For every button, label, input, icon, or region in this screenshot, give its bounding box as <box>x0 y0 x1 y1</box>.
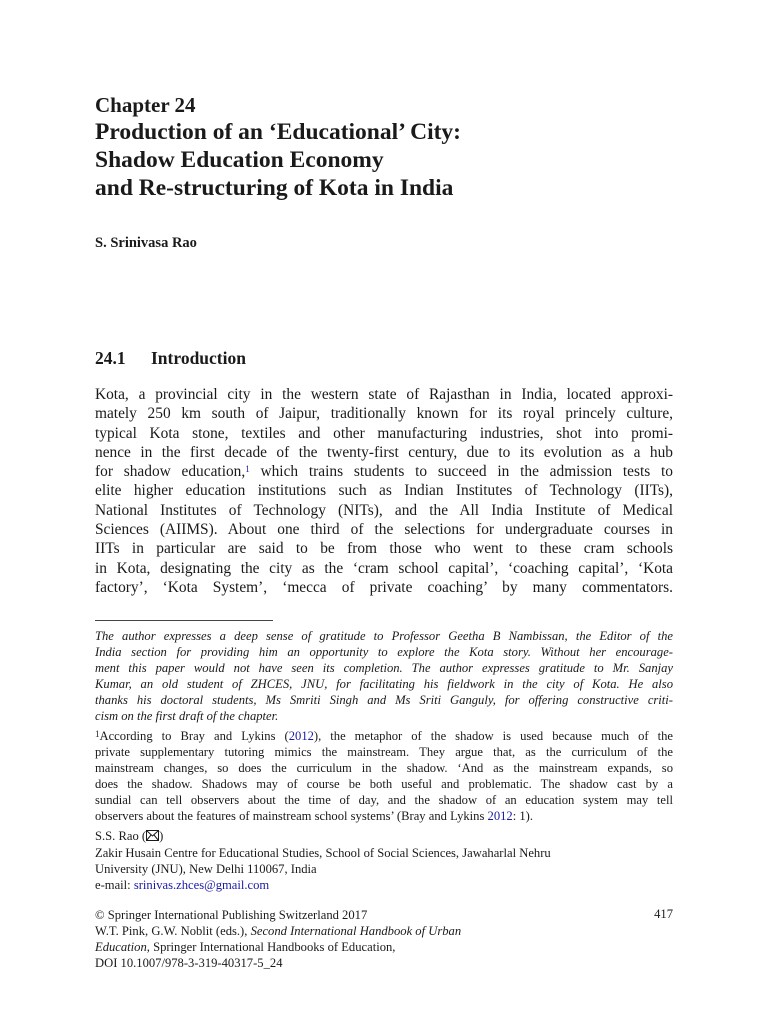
citation-link[interactable]: 2012 <box>487 809 513 824</box>
affiliation-line: Zakir Husain Centre for Educational Studies, School of Social Sciences, Jawaharlal Nehru <box>95 846 551 861</box>
author-name: S. Srinivasa Rao <box>95 235 197 251</box>
body-line: IITs in particular are said to be from those who went to these cram schools <box>95 540 673 558</box>
body-line-with-footnote <box>95 462 673 481</box>
affiliation-name-close: ) <box>159 829 164 843</box>
ack-line: India section for providing him an opportunity to explore the Kota story. Without her encourage- <box>95 645 673 660</box>
footnote-line <box>95 808 673 824</box>
author-affiliation <box>95 828 673 893</box>
footnote-marker: 1 <box>95 729 100 739</box>
ack-line: Kumar, an old student of ZHCES, JNU, for facilitating his fieldwork in the city of Kota. He also <box>95 677 673 692</box>
acknowledgement-note <box>95 628 673 725</box>
footnote-ref[interactable]: 1 <box>245 464 250 475</box>
body-line: Sciences (AIIMS). About one third of the selections for undergraduate courses in <box>95 521 673 539</box>
envelope-icon[interactable] <box>146 829 159 845</box>
doi-line: DOI 10.1007/978-3-319-40317-5_24 <box>95 956 283 971</box>
email-line <box>95 877 673 893</box>
book-title: Second International Handbook of Urban <box>250 924 462 939</box>
footnote-text: According to Bray and Lykins ( <box>99 729 289 743</box>
chapter-label: Chapter 24 <box>95 93 196 117</box>
footnote-line <box>95 728 673 744</box>
page-number: 417 <box>654 907 673 921</box>
ack-line: cism on the first draft of the chapter. <box>95 709 279 724</box>
ack-line: thanks his doctoral students, Ms Smriti Singh and Ms Sriti Ganguly, for offering constructive criti- <box>95 693 673 708</box>
body-paragraph <box>95 385 673 597</box>
ack-line: ment this paper would not have seen its completion. The author expresses gratitude to Mr. Sanjay <box>95 661 673 676</box>
footnote-1 <box>95 728 673 825</box>
chapter-title-line-3: and Re-structuring of Kota in India <box>95 175 454 201</box>
body-line-part: which trains students to succeed in the admission tests to <box>249 463 673 481</box>
body-line: typical Kota stone, textiles and other manufacturing industries, shot into promi- <box>95 424 673 442</box>
email-link[interactable]: srinivas.zhces@gmail.com <box>133 878 270 893</box>
copyright-line: © Springer International Publishing Switzerland 2017 <box>95 908 368 922</box>
chapter-title-line-2: Shadow Education Economy <box>95 147 384 173</box>
section-heading <box>95 348 246 369</box>
body-line: National Institutes of Technology (NITs), and the All India Institute of Medical <box>95 501 673 519</box>
chapter-title-line-1: Production of an ‘Educational’ City: <box>95 119 462 145</box>
editors-line <box>95 923 673 939</box>
body-line: Kota, a provincial city in the western state of Rajasthan in India, located approxi- <box>95 386 673 403</box>
email-label: e-mail: <box>95 878 134 893</box>
body-line: factory’, ‘Kota System’, ‘mecca of private coaching’ by many commentators. <box>95 578 673 596</box>
affiliation-name: S.S. Rao ( <box>95 829 147 843</box>
section-title: Introduction <box>151 348 246 368</box>
affiliation-name-line <box>95 828 673 845</box>
body-line: mately 250 km south of Jaipur, traditionally known for its royal princely culture, <box>95 405 673 423</box>
footnote-divider <box>95 620 273 621</box>
editors: W.T. Pink, G.W. Noblit (eds.), <box>95 924 251 939</box>
footnote-text: observers about the features of mainstream school systems’ (Bray and Lykins <box>95 809 488 824</box>
book-title-cont: Education <box>95 940 147 955</box>
series-line <box>95 939 673 955</box>
body-line: in Kota, designating the city as the ‘cram school capital’, ‘coaching capital’, ‘Kota <box>95 559 673 577</box>
footnote-text: : 1). <box>512 809 534 824</box>
ack-line: The author expresses a deep sense of gratitude to Professor Geetha B Nambissan, the Editor of the <box>95 629 673 643</box>
body-line: nence in the first decade of the twenty-first century, due to its evolution as a hub <box>95 443 673 461</box>
series: , Springer International Handbooks of Education, <box>146 940 396 955</box>
footnote-line: mainstream changes, so does the curriculum in the shadow. ‘And as the mainstream expands, so <box>95 761 673 776</box>
footnote-line: sundial can tell observers about the time of day, and the shadow of an education system may tell <box>95 793 673 808</box>
publication-info <box>95 907 673 971</box>
citation-link[interactable]: 2012 <box>288 729 314 743</box>
body-line: elite higher education institutions such as Indian Institutes of Technology (IITs), <box>95 482 673 500</box>
footnote-line: does the shadow. Shadows may of course be both useful and problematic. The shadow cast by a <box>95 777 673 792</box>
footnote-text: ), the metaphor of the shadow is used because much of the <box>313 729 673 743</box>
body-line-part: for shadow education, <box>95 463 246 481</box>
footnote-line: private supplementary tutoring mimics the mainstream. They argue that, as the curriculum of the <box>95 745 673 760</box>
section-number: 24.1 <box>95 348 126 368</box>
affiliation-line: University (JNU), New Delhi 110067, India <box>95 862 317 877</box>
